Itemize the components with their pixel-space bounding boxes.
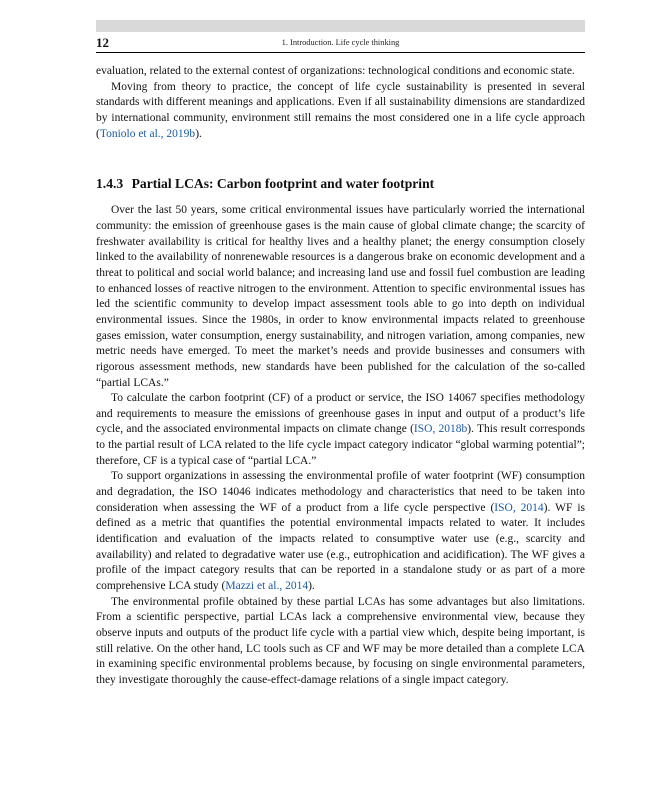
paragraph-text: ). bbox=[308, 580, 315, 593]
paragraph-text: To support organizations in assessing the environmental profile of water footprint (WF) consumption and degradation, the ISO 14046 indicates methodology and characteristics that need to be taken into consideration when assessing the WF of a product from a life cycle perspective ( bbox=[96, 470, 585, 514]
paragraph-text: Moving from theory to practice, the concept of life cycle sustainability is presented in several standards with different meanings and applications. Even if all sustainability dimensions are standardized by international community, environment still remains the most considered one in a life cycle approach ( bbox=[96, 80, 585, 140]
section-title: Partial LCAs: Carbon footprint and water footprint bbox=[131, 176, 435, 192]
paragraph-text: To calculate the carbon footprint (CF) of a product or service, the ISO 14067 specifies methodology and requirements to measure the emissions of greenhouse gases in input and output of a product’s life cycle, and the associated environmental impacts on climate change ( bbox=[96, 392, 585, 436]
paragraph-text: ). WF is defined as a metric that quantifies the potential environmental impacts related to water. It includes identification and evaluation of the impacts related to consumptive water use (e.g., scarcity and availability) and related to degradative water use (e.g., eutrophication and acidification). The WF gives a profile of the impact category results that can be reported in a standalone study or as part of a more comprehensive LCA study ( bbox=[96, 501, 586, 593]
paragraph-sustainability bbox=[96, 80, 585, 143]
paragraph-water-footprint bbox=[96, 469, 585, 594]
paragraph-text: ). bbox=[195, 127, 202, 140]
paragraph-carbon-footprint bbox=[96, 391, 585, 469]
paragraph-text: ). This result corresponds to the partial result of LCA related to the life cycle impact category indicator “global warming potential”; therefore, CF is a typical case of “partial LCA.” bbox=[96, 423, 586, 467]
citation-iso-2018b[interactable]: ISO, 2018b bbox=[413, 423, 468, 436]
running-head bbox=[96, 36, 585, 53]
paragraph-continued: evaluation, related to the external contest of organizations: technological conditions and economic state. bbox=[96, 65, 575, 77]
section-heading bbox=[96, 175, 585, 192]
page-body bbox=[96, 64, 585, 689]
header-bar bbox=[96, 20, 585, 32]
page-number: 12 bbox=[96, 35, 109, 50]
section-number: 1.4.3 bbox=[96, 176, 124, 192]
citation-toniolo-2019b[interactable]: Toniolo et al., 2019b bbox=[99, 127, 196, 140]
paragraph-partial-lca-limitations: The environmental profile obtained by these partial LCAs has some advantages but also limitations. From a scientific perspective, partial LCAs lack a comprehensive environmental view, because they observe inputs and outputs of the product life cycle with a partial view which, despite being important, is still relative. On the other hand, LC tools such as CF and WF may be more detailed than a complete LCA in examining specific environmental problems because, by focusing on single environmental parameters, they investigate thoroughly the cause-effect-damage relations of a single impact category. bbox=[96, 595, 585, 686]
citation-mazzi-2014[interactable]: Mazzi et al., 2014 bbox=[225, 580, 309, 593]
chapter-title: 1. Introduction. Life cycle thinking bbox=[281, 38, 400, 47]
paragraph-environmental-issues: Over the last 50 years, some critical environmental issues have particularly worried the international community: the emission of greenhouse gases is the main cause of global climate change; the scarcity of freshwater availability is critical for healthy lives and a healthy planet; the energy consumption closely linked to the availability of nonrenewable resources is a dangerous brake on economic development and a threat to political and social world balance; and increasing land use and fossil fuel combustion are leading to enhanced losses of reactive nitrogen to the environment. Attention to specific environmental issues has led the scientific community to develop impact assessment tools able to go into depth on individual environmental issues. Since the 1980s, in order to know environmental impacts related to greenhouse gases emission, water consumption, energy sustainability, and nitrogen variation, among companies, new metric needs have emerged. To meet the market’s needs and provide businesses and consumers with rigorous assessment methods, new standards have been published for the calculation of the so-called “partial LCAs.” bbox=[96, 204, 585, 389]
citation-iso-2014[interactable]: ISO, 2014 bbox=[494, 501, 544, 514]
